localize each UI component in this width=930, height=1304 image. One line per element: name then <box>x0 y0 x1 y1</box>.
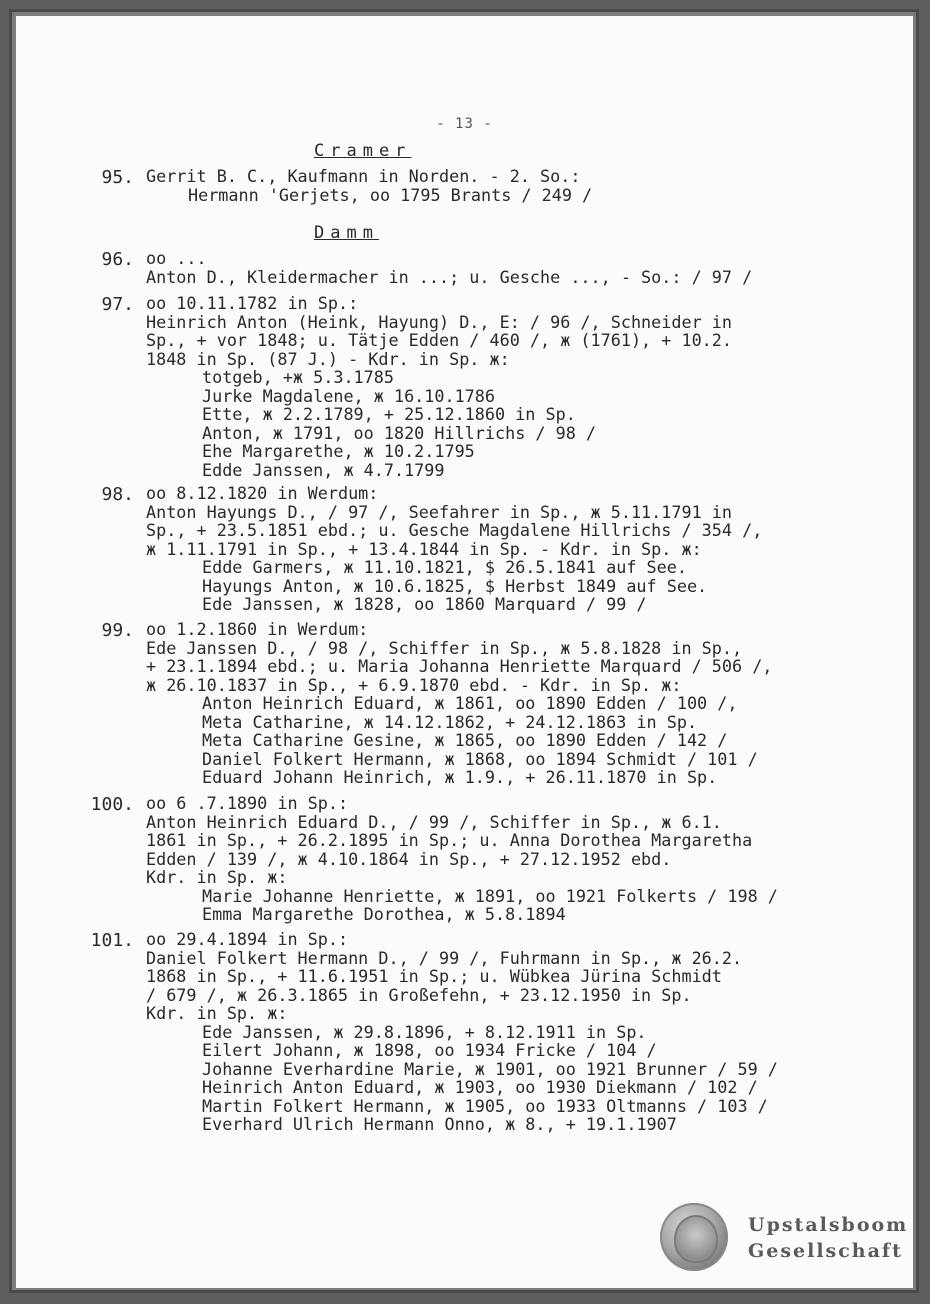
entry-line: 1848 in Sp. (87 J.) - Kdr. in Sp. ж: <box>146 348 510 369</box>
entry-line: 1861 in Sp., + 26.2.1895 in Sp.; u. Anna Dorothea Margaretha <box>146 830 753 850</box>
child-line: Daniel Folkert Hermann, ж 1868, oo 1894 Schmidt / 101 / <box>202 748 758 769</box>
entry-line: oo ... <box>146 248 207 268</box>
child-line: Meta Catharine Gesine, ж 1865, oo 1890 Edden / 142 / <box>202 730 728 750</box>
entry-line: + 23.1.1894 ebd.; u. Maria Johanna Henriette Marquard / 506 /, <box>146 656 773 676</box>
entry-number: 96. <box>101 249 134 270</box>
entry-line: oo 10.11.1782 in Sp.: <box>146 293 359 313</box>
entry-line: Gerrit B. C., Kaufmann in Norden. - 2. So.: <box>146 166 581 186</box>
child-line: Edde Garmers, ж 11.10.1821, $ 26.5.1841 auf See. <box>202 557 687 577</box>
entry-line: Sp., + 23.5.1851 ebd.; u. Gesche Magdalene Hillrichs / 354 /, <box>146 520 763 540</box>
entry-line: Sp., + vor 1848; u. Tätje Edden / 460 /, ж (1761), + 10.2. <box>146 330 732 350</box>
entry-line: oo 6 .7.1890 in Sp.: <box>146 793 349 813</box>
entry-line: Kdr. in Sp. ж: <box>146 867 288 887</box>
entry-line: Heinrich Anton (Heink, Hayung) D., E: / 96 /, Schneider in <box>146 311 732 332</box>
entry-number: 100. <box>90 794 134 815</box>
surname-heading: Damm <box>314 223 379 243</box>
entry-line: Kdr. in Sp. ж: <box>146 1003 288 1023</box>
entry-number: 99. <box>101 620 134 641</box>
child-line: Ede Janssen, ж 29.8.1896, + 8.12.1911 in Sp. <box>202 1021 647 1042</box>
entry-line: Hermann 'Gerjets, oo 1795 Brants / 249 / <box>188 184 593 205</box>
child-line: Marie Johanne Henriette, ж 1891, oo 1921 Folkerts / 198 / <box>202 885 778 906</box>
child-line: Johanne Everhardine Marie, ж 1901, oo 1921 Brunner / 59 / <box>202 1058 778 1079</box>
child-line: Martin Folkert Hermann, ж 1905, oo 1933 Oltmanns / 103 / <box>202 1095 768 1116</box>
child-line: totgeb, +ж 5.3.1785 <box>202 367 394 387</box>
entry-line: Anton Heinrich Eduard D., / 99 /, Schiffer in Sp., ж 6.1. <box>146 811 722 832</box>
child-line: Emma Margarethe Dorothea, ж 5.8.1894 <box>202 904 566 924</box>
entry-number: 98. <box>101 484 134 505</box>
child-line: Eduard Johann Heinrich, ж 1.9., + 26.11.1870 in Sp. <box>202 767 718 787</box>
child-line: Eilert Johann, ж 1898, oo 1934 Fricke / 104 / <box>202 1040 657 1060</box>
child-line: Ehe Margarethe, ж 10.2.1795 <box>202 441 475 461</box>
child-line: Anton Heinrich Eduard, ж 1861, oo 1890 Edden / 100 /, <box>202 693 738 713</box>
child-line: Edde Janssen, ж 4.7.1799 <box>202 459 445 480</box>
society-seal-logo <box>660 1203 728 1271</box>
entry-number: 101. <box>90 930 134 951</box>
entry-line: Anton D., Kleidermacher in ...; u. Gesche ..., - So.: / 97 / <box>146 266 753 287</box>
entry-line: ж 26.10.1837 in Sp., + 6.9.1870 ebd. - Kdr. in Sp. ж: <box>146 674 682 695</box>
entry-line: Ede Janssen D., / 98 /, Schiffer in Sp., ж 5.8.1828 in Sp., <box>146 637 743 658</box>
child-line: Meta Catharine, ж 14.12.1862, + 24.12.1863 in Sp. <box>202 711 698 732</box>
surname-heading: Cramer <box>314 141 412 161</box>
entry-number: 95. <box>101 167 134 188</box>
brand-name-line1: Upstalsboom <box>748 1214 909 1236</box>
child-line: Heinrich Anton Eduard, ж 1903, oo 1930 Diekmann / 102 / <box>202 1077 758 1097</box>
entry-line: ж 1.11.1791 in Sp., + 13.4.1844 in Sp. - Kdr. in Sp. ж: <box>146 538 702 559</box>
entry-line: oo 29.4.1894 in Sp.: <box>146 929 349 949</box>
child-line: Everhard Ulrich Hermann Onno, ж 8., + 19.1.1907 <box>202 1114 677 1134</box>
child-line: Hayungs Anton, ж 10.6.1825, $ Herbst 1849 auf See. <box>202 575 708 596</box>
entry-line: Anton Hayungs D., / 97 /, Seefahrer in Sp., ж 5.11.1791 in <box>146 501 732 522</box>
child-line: Jurke Magdalene, ж 16.10.1786 <box>202 385 495 406</box>
entry-line: 1868 in Sp., + 11.6.1951 in Sp.; u. Wübkea Jürina Schmidt <box>146 966 722 986</box>
page-number: - 13 - <box>436 116 493 132</box>
entry-line: oo 1.2.1860 in Werdum: <box>146 619 369 639</box>
document-page <box>16 16 913 1288</box>
brand-name-line2: Gesellschaft <box>748 1240 903 1262</box>
entry-line: Daniel Folkert Hermann D., / 99 /, Fuhrmann in Sp., ж 26.2. <box>146 947 743 968</box>
seal-emblem-icon <box>674 1215 718 1263</box>
child-line: Ette, ж 2.2.1789, + 25.12.1860 in Sp. <box>202 404 576 424</box>
entry-line: Edden / 139 /, ж 4.10.1864 in Sp., + 27.12.1952 ebd. <box>146 848 672 869</box>
child-line: Anton, ж 1791, oo 1820 Hillrichs / 98 / <box>202 422 597 443</box>
entry-number: 97. <box>101 294 134 315</box>
child-line: Ede Janssen, ж 1828, oo 1860 Marquard / 99 / <box>202 594 647 614</box>
entry-line: / 679 /, ж 26.3.1865 in Großefehn, + 23.12.1950 in Sp. <box>146 984 692 1005</box>
entry-line: oo 8.12.1820 in Werdum: <box>146 483 379 503</box>
